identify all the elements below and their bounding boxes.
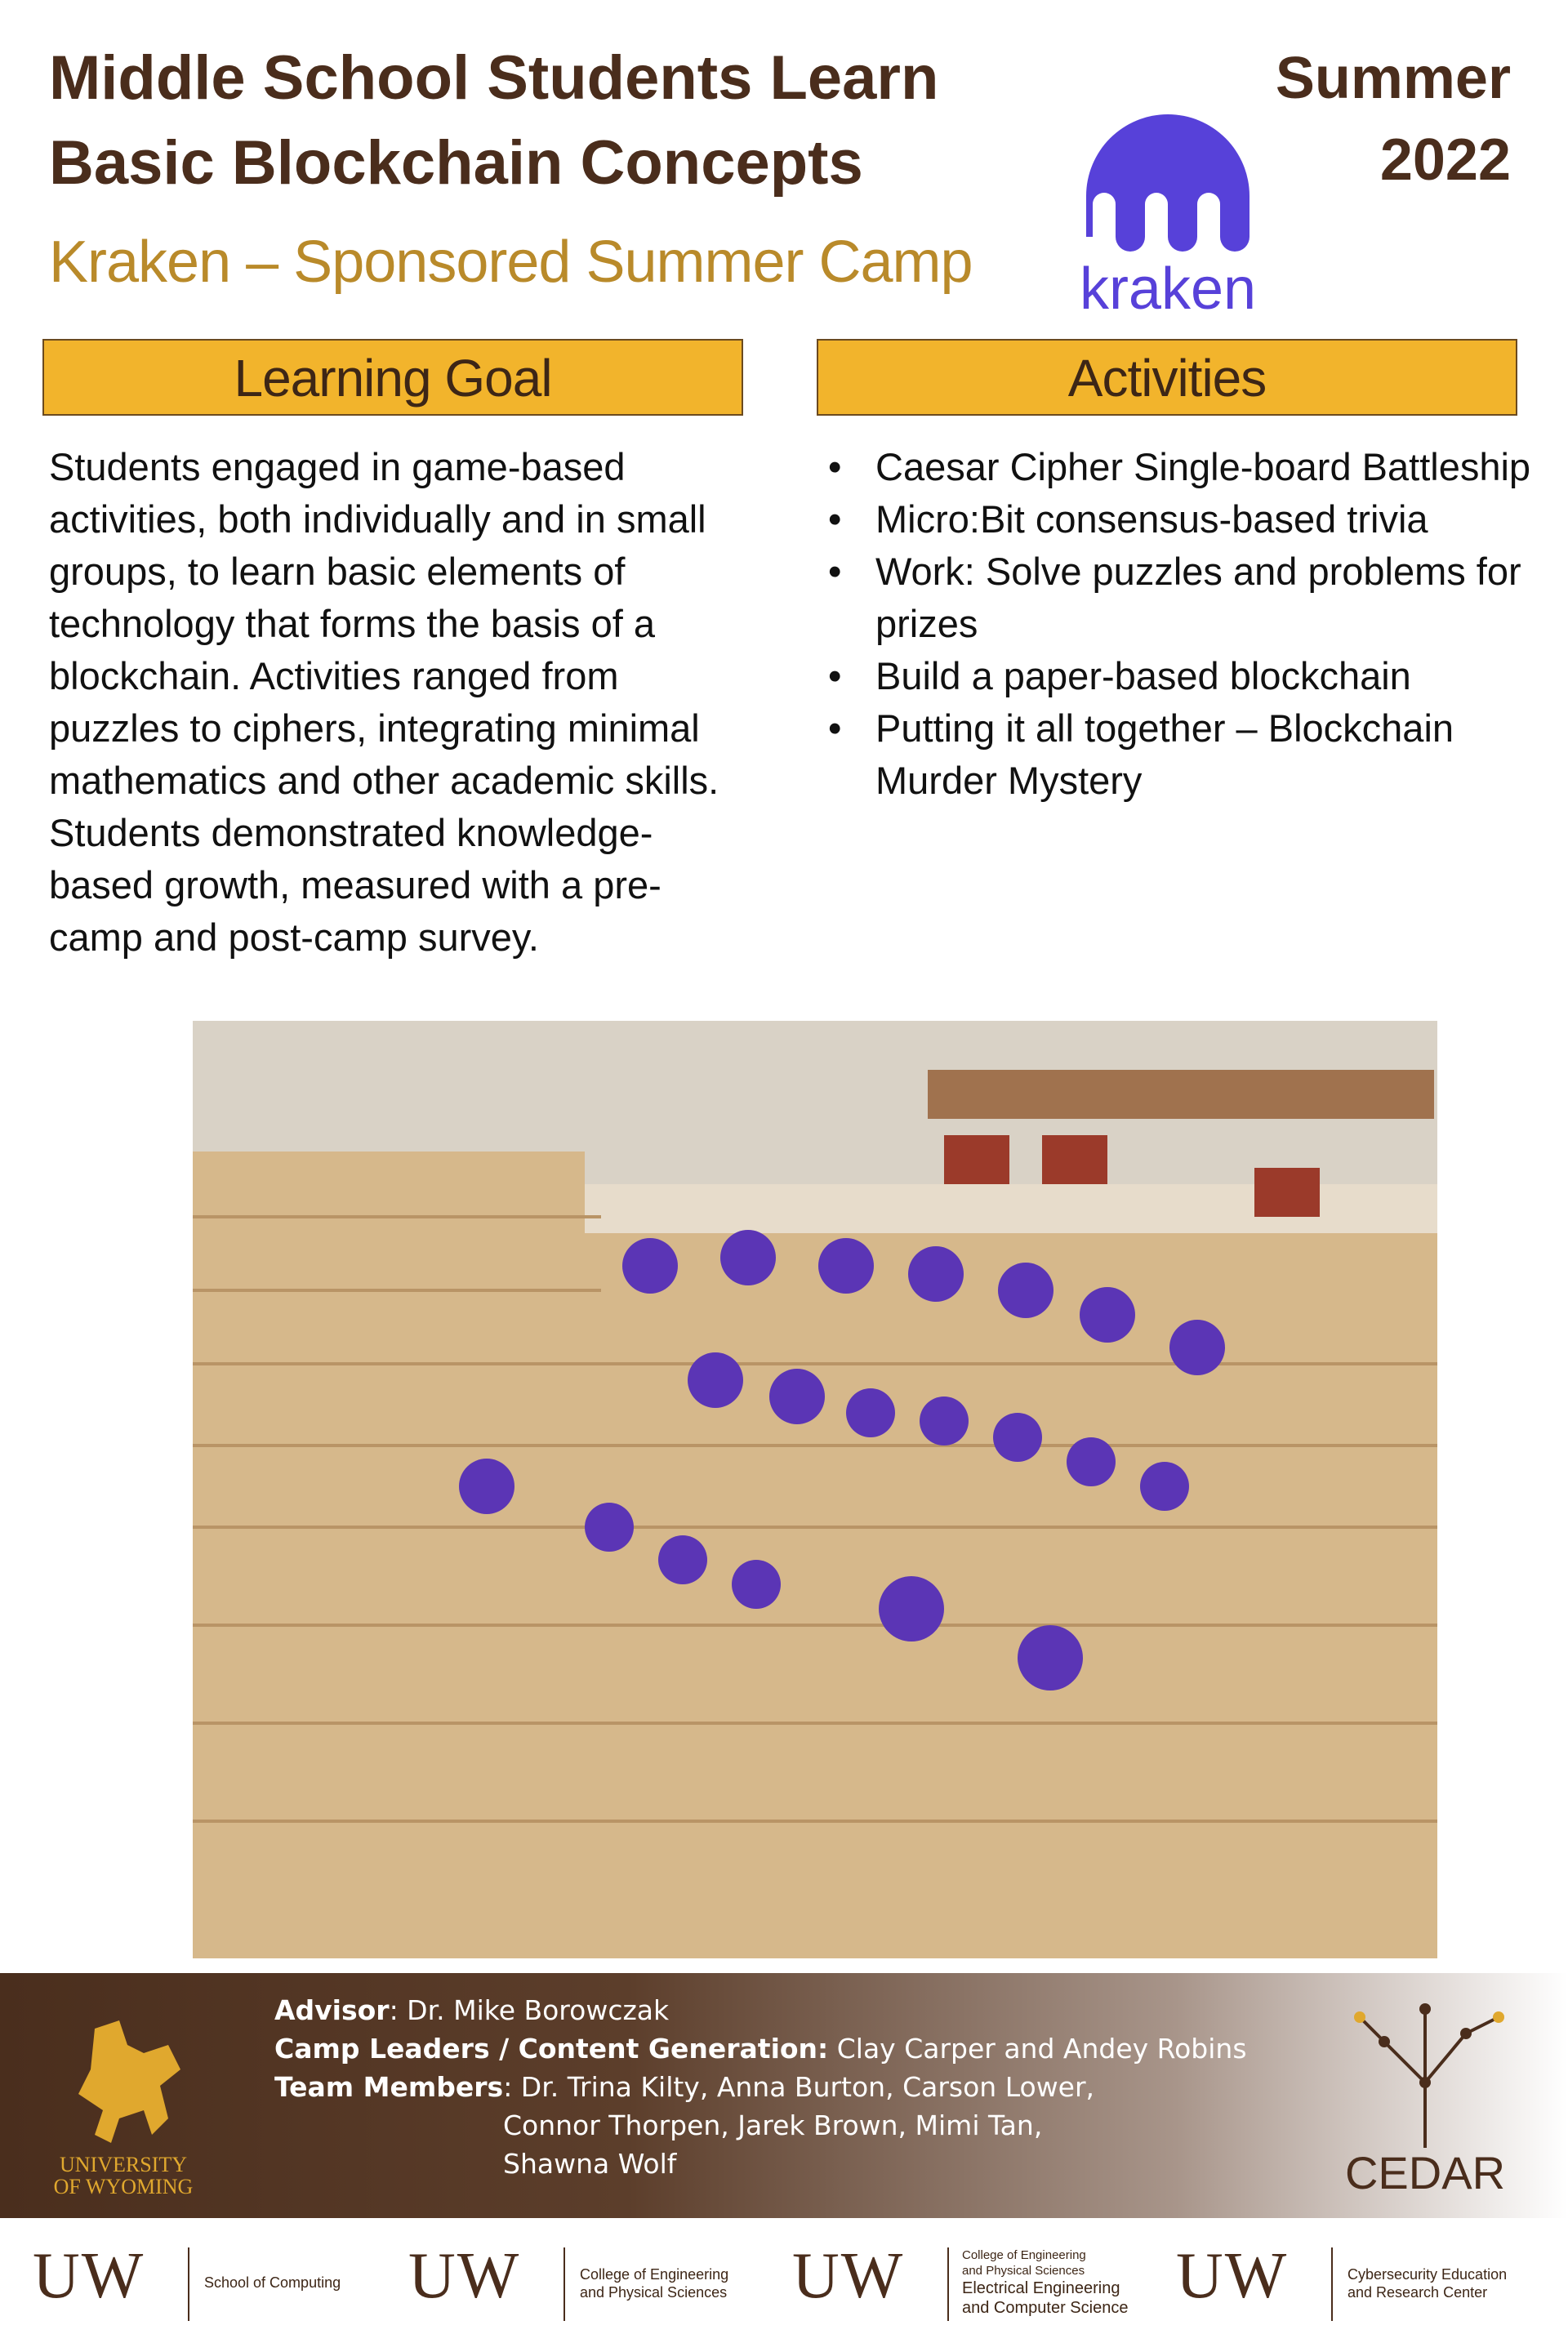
person [1018, 1625, 1083, 1690]
list-item [817, 546, 1535, 650]
bullet-icon: • [828, 706, 842, 750]
partner-label [204, 2274, 341, 2292]
kraken-logo-mark [1086, 114, 1250, 252]
learning-goal-heading: Learning Goal [42, 339, 743, 416]
person [818, 1238, 874, 1294]
tree-node [1460, 2028, 1472, 2039]
person [459, 1459, 514, 1514]
person [1140, 1462, 1189, 1511]
partner-divider [564, 2247, 565, 2321]
chair [944, 1135, 1009, 1184]
person [993, 1413, 1042, 1462]
advisor-label: Advisor [274, 1994, 390, 2026]
person [585, 1503, 634, 1552]
tree-network-icon [1360, 2009, 1499, 2148]
uw-wordmark: UW [408, 2240, 521, 2312]
team-label: Team Members [274, 2071, 504, 2103]
tree-branch [1384, 2042, 1425, 2082]
team-names-1: : Dr. Trina Kilty, Anna Burton, Carson Lower, [503, 2071, 1095, 2103]
poster-subtitle: Kraken – Sponsored Summer Camp [49, 229, 973, 295]
university-of-wyoming-logo [46, 1996, 201, 2200]
activity-text: Caesar Cipher Single-board Battleship [875, 445, 1531, 488]
tree-accent-nodes [1354, 2011, 1504, 2023]
kraken-logo-text: kraken [1079, 256, 1257, 318]
list-item [817, 702, 1535, 807]
activity-text: Micro:Bit consensus-based trivia [875, 497, 1428, 541]
uw-wordmark: UW [792, 2240, 905, 2312]
partner-eecs [792, 2239, 1168, 2329]
person [998, 1263, 1054, 1318]
person [1169, 1320, 1225, 1375]
activities-list [817, 441, 1535, 807]
partner-label [580, 2265, 728, 2301]
partner-label-line: Electrical Engineering [962, 2279, 1120, 2297]
partner-divider [188, 2247, 189, 2321]
group-photo [193, 1021, 1437, 1958]
season-line-2: 2022 [1379, 127, 1511, 193]
partner-label [1348, 2265, 1507, 2301]
person [720, 1230, 776, 1285]
uw-wordmark: UW [1176, 2240, 1289, 2312]
person [622, 1238, 678, 1294]
season-label [1276, 38, 1511, 201]
partner-label-line: and Physical Sciences [580, 2284, 728, 2301]
bullet-icon: • [828, 445, 842, 488]
partner-cybersecurity [1176, 2239, 1560, 2329]
person [688, 1352, 743, 1408]
team-line-2: Connor Thorpen, Jarek Brown, Mimi Tan, [503, 2109, 1043, 2141]
partner-divider [1331, 2247, 1333, 2321]
advisor-line [274, 1991, 1247, 2029]
person [908, 1246, 964, 1302]
partner-school-of-computing [33, 2239, 376, 2329]
partner-label-line: College of Engineering [580, 2266, 729, 2283]
activity-text: Work: Solve puzzles and problems for prizes [875, 550, 1521, 645]
partner-label [962, 2247, 1128, 2318]
title-line-1: Middle School Students Learn [49, 43, 939, 113]
cedar-wordmark: CEDAR [1344, 2147, 1506, 2198]
tree-node [1419, 2077, 1431, 2088]
title-line-2: Basic Blockchain Concepts [49, 128, 863, 198]
leaders-names: Clay Carper and Andey Robins [828, 2033, 1247, 2065]
kraken-logo [1062, 114, 1274, 318]
person [658, 1535, 707, 1584]
chair [1254, 1168, 1320, 1217]
learning-goal-body: Students engaged in game-based activities, both individually and in small groups, to learn basic elements of technology that forms the basis of a blockchain. Activities ranged from puzzles to ciphers, integrating minimal mathematics and other academic skills. Students demonstrated knowledge-based growth, measured with a pre-camp and post-camp survey. [49, 445, 719, 959]
tree-node [1419, 2003, 1431, 2015]
list-item [817, 650, 1535, 702]
partner-label-line: College of Engineering [962, 2248, 1086, 2262]
tree-node [1493, 2011, 1504, 2023]
partner-label-line: and Computer Science [962, 2299, 1129, 2317]
partner-label-line: and Physical Sciences [962, 2264, 1085, 2278]
poster-title [49, 36, 1127, 206]
university-line-2: OF WYOMING [53, 2175, 194, 2198]
bucking-horse-icon [78, 2020, 180, 2143]
tree-branch [1425, 2034, 1466, 2082]
person [1080, 1287, 1135, 1343]
person [1067, 1437, 1116, 1486]
university-line-1: UNIVERSITY [60, 2153, 187, 2176]
credits-text [274, 1991, 1247, 2183]
bullet-icon: • [828, 654, 842, 697]
partner-label-line: and Research Center [1348, 2284, 1488, 2301]
chair [1042, 1135, 1107, 1184]
activity-text: Build a paper-based blockchain [875, 654, 1411, 697]
person [920, 1396, 969, 1446]
bullet-icon: • [828, 497, 842, 541]
leaders-label: Camp Leaders / Content Generation: [274, 2033, 829, 2065]
cedar-logo [1294, 1984, 1556, 2205]
photo-illustration [193, 1021, 1437, 1958]
partner-label-line: Cybersecurity Education [1348, 2266, 1508, 2283]
partner-label-line: School of Computing [204, 2274, 341, 2291]
team-line-3: Shawna Wolf [503, 2148, 677, 2180]
tree-node [1354, 2011, 1365, 2023]
leaders-line [274, 2029, 1247, 2068]
team-line-1 [274, 2068, 1247, 2106]
bullet-icon: • [828, 550, 842, 593]
list-item [817, 441, 1535, 493]
person [879, 1576, 944, 1642]
uw-wordmark: UW [33, 2240, 145, 2312]
partner-divider [947, 2247, 949, 2321]
activity-text: Putting it all together – Blockchain Murder Mystery [875, 706, 1454, 802]
tree-node [1379, 2036, 1390, 2047]
person [732, 1560, 781, 1609]
table [928, 1070, 1434, 1119]
stairs [193, 1152, 1437, 1958]
activities-heading: Activities [817, 339, 1517, 416]
person [769, 1369, 825, 1424]
season-line-1: Summer [1275, 46, 1511, 111]
list-item [817, 493, 1535, 546]
partner-engineering [408, 2239, 784, 2329]
person [846, 1388, 895, 1437]
advisor-name: : Dr. Mike Borowczak [389, 1994, 670, 2026]
